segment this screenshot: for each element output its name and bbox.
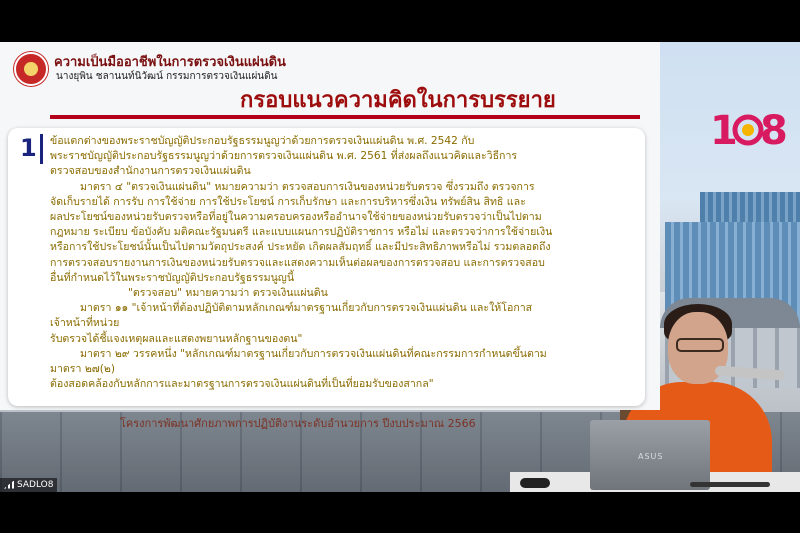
speaker-glasses (676, 338, 724, 352)
svg-text:8: 8 (760, 108, 788, 154)
presentation-slide (0, 42, 660, 410)
stream-status-badge (0, 478, 57, 492)
oag-seal-icon (14, 52, 48, 86)
slide-title: กรอบแนวความคิดในการบรรยาย (240, 88, 556, 113)
text-line: ผลประโยชน์ของหน่วยรับตรวจหรือที่อยู่ในความครอบครองหรืออำนาจใช้จ่ายของหน่วยรับตรวจว่าเป็นไปตาม (50, 211, 542, 224)
text-line: "ตรวจสอบ" หมายความว่า ตรวจเงินแผ่นดิน (128, 287, 328, 300)
text-line: อื่นที่กำหนดไว้ในพระราชบัญญัติประกอบรัฐธรรมนูญนี้ (50, 271, 295, 284)
slide-header-subtitle: นางยุพิน ชลานนท์นิวัฒน์ กรรมการตรวจเงินแผ่นดิน (56, 71, 278, 82)
svg-text:1: 1 (710, 108, 738, 154)
content-body (50, 134, 635, 392)
text-line: รับตรวจได้ชี้แจงเหตุผลและแสดงพยานหลักฐานของตน" (50, 332, 303, 345)
text-line: มาตรา ๒๙ วรรคหนึ่ง "หลักเกณฑ์มาตรฐานเกี่ยวกับการตรวจเงินแผ่นดินที่คณะกรรมการกำหนดขึ้นตาม (80, 347, 547, 360)
laptop (590, 420, 710, 490)
text-line: เจ้าหน้าที่หน่วย (50, 317, 120, 330)
text-line: มาตรา ๑๑ "เจ้าหน้าที่ต้องปฏิบัติตามหลักเกณฑ์มาตรฐานเกี่ยวกับการตรวจเงินแผ่นดิน และให้โอกาส (80, 302, 533, 315)
cable (690, 482, 770, 487)
text-line: หรือการใช้ประโยชน์นั้นเป็นไปตามวัตถุประสงค์ ประหยัด เกิดผลสัมฤทธิ์ และมีประสิทธิภาพหรือไม่ รวมตลอดถึง (50, 241, 551, 254)
text-line: ตรวจสอบของสำนักงานการตรวจเงินแผ่นดิน (50, 165, 251, 178)
anniversary-108-logo (708, 100, 788, 160)
title-underline (50, 115, 640, 119)
content-card (8, 128, 645, 406)
text-line: ข้อแตกต่างของพระราชบัญญัติประกอบรัฐธรรมนูญว่าด้วยการตรวจเงินแผ่นดิน พ.ศ. 2542 กับ (50, 135, 475, 147)
text-line: มาตรา ๒๗(๒) (50, 363, 116, 376)
item-number: 1 (20, 134, 37, 162)
mouse-icon (520, 478, 550, 488)
text-line: ต้องสอดคล้องกับหลักการและมาตรฐานการตรวจเงินแผ่นดินที่เป็นที่ยอมรับของสากล" (50, 378, 434, 391)
laptop-brand: ASUS (638, 452, 664, 461)
number-divider (40, 134, 43, 164)
text-line: พระราชบัญญัติประกอบรัฐธรรมนูญว่าด้วยการตรวจเงินแผ่นดิน พ.ศ. 2561 ที่ส่งผลถึงแนวคิดและวิธีการ (50, 150, 518, 163)
slide-header-title: ความเป็นมืออาชีพในการตรวจเงินแผ่นดิน (54, 55, 286, 70)
channel-label: SADLO8 (17, 480, 54, 490)
text-line: กฎหมาย ระเบียบ ข้อบังคับ มติคณะรัฐมนตรี และแบบแผนการปฏิบัติราชการ หรือไม่ และตรวจว่าการใช้จ่ายเงิน (50, 226, 553, 239)
text-line: การตรวจสอบรายงานการเงินของหน่วยรับตรวจและแสดงความเห็นต่อผลของการตรวจสอบ และการตรวจสอบ (50, 256, 545, 269)
text-line: จัดเก็บรายได้ การรับ การใช้จ่าย การใช้ประโยชน์ การเก็บรักษา และการบริหารซึ่งเงิน ทรัพย์สิน สิทธิ และ (50, 195, 526, 208)
text-line: มาตรา ๔ "ตรวจเงินแผ่นดิน" หมายความว่า ตรวจสอบการเงินของหน่วยรับตรวจ ซึ่งรวมถึง ตรวจการ (80, 180, 535, 193)
lower-caption: โครงการพัฒนาศักยภาพการปฏิบัติงานระดับอำนวยการ ปีงบประมาณ 2566 (120, 417, 476, 430)
signal-icon (4, 481, 14, 489)
